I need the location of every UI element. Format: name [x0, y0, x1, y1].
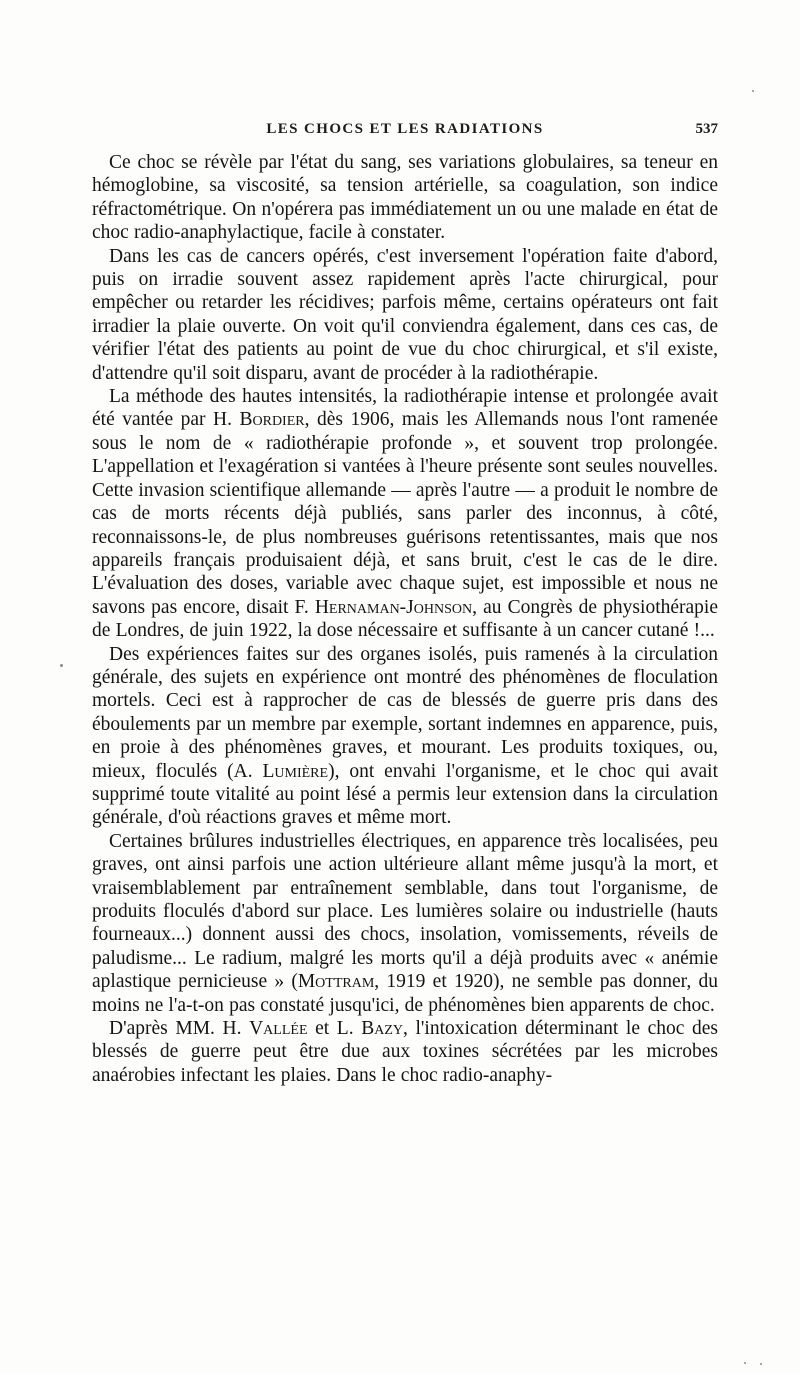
- author-name: Bazy: [361, 1018, 403, 1040]
- paragraph-operated-cancers: [92, 245, 718, 385]
- paragraph-high-intensity-method: [92, 385, 718, 642]
- paragraph-vallee-bazy: [92, 1017, 718, 1087]
- paragraph-industrial-burns: [92, 830, 718, 1017]
- running-head: [92, 121, 718, 143]
- paragraph-text: , dès 1906, mais les Allemands nous l'ont ramenée sous le nom de « radiothérapie profonde », et souvent trop prolongée. L'appellation et l'exagération si vantées à l'heure présente sont seules nouvelles. Cette invasion scientifique allemande — après l'autre — a produit le nombre de cas de morts récents déjà publiés, sans parler des inconnus, à côté, reconnaissons-le, de plus nombreuses guérisons retentissantes, mais que nos appareils français produisaient déjà, et sans bruit, c'est le cas de le dire. L'évaluation des doses, variable avec chaque sujet, est impossible et nous ne savons pas encore, disait F.: [92, 409, 718, 618]
- paragraph-text: Dans les cas de cancers opérés, c'est inversement l'opération faite d'abord, puis on irradie souvent assez rapidement après l'acte chirurgical, pour empêcher ou retarder les récidives; parfois même, certains opérateurs ont fait irradier la plaie ouverte. On voit qu'il conviendra également, dans ces cas, de vérifier l'état des patients au point de vue du choc chirurgical, et s'il existe, d'attendre qu'il soit disparu, avant de procéder à la radiothérapie.: [92, 245, 718, 384]
- paragraph-text: , l'intoxication déterminant le choc des blessés de guerre peut être due aux toxines sécrétées par les microbes anaérobies infectant les plaies. Dans le choc radio-anaphy-: [92, 1018, 719, 1086]
- paragraph-text: , 1919 et 1920), ne semble pas donner, du moins ne l'a-t-on pas constaté jusqu'ici, de phénomènes bien apparents de choc.: [92, 971, 718, 1016]
- paragraph-text: Des expériences faites sur des organes isolés, puis ramenés à la circulation générale, des sujets en expérience ont montré des phénomènes de floculation mortels. Ceci est à rapprocher de cas de blessés de guerre pris dans des éboulements par un membre par exemple, sortant indemnes en apparence, puis, en proie à des phénomènes graves, et mourant. Les produits toxiques, ou, mieux, floculés (A.: [92, 643, 718, 782]
- paragraph-text: ), ont envahi l'organisme, et le choc qui avait supprimé toute vitalité au point lésé a permis leur extension dans la circulation générale, d'où réactions graves et même mort.: [92, 760, 718, 829]
- paragraph-text: et L.: [307, 1018, 362, 1040]
- running-title: LES CHOCS ET LES RADIATIONS: [266, 121, 544, 137]
- body-text: [92, 151, 718, 1087]
- print-speck: [60, 664, 63, 667]
- paragraph-text: D'après MM. H.: [109, 1018, 250, 1040]
- paragraph-text: Ce choc se révèle par l'état du sang, ses variations globulaires, sa teneur en hémoglobine, sa viscosité, sa tension artérielle, sa coagulation, son indice réfractométrique. On n'opérera pas immédiatement un ou une malade en état de choc radio-anaphylactique, facile à constater.: [92, 152, 718, 244]
- paragraph-text: Certaines brûlures industrielles électriques, en apparence très localisées, peu graves, ont ainsi parfois une action ultérieure allant même jusqu'à la mort, et vraisemblablement par entraînement semblable, dans tout l'organisme, de produits floculés d'abord sur place. Les lumières solaire ou industrielle (hauts fourneaux...) donnent aussi des chocs, insolation, vomissements, réveils de paludisme... Le radium, malgré les morts qu'il a déjà produits avec « anémie aplastique pernicieuse » (: [92, 830, 718, 993]
- print-speck: [744, 1362, 746, 1364]
- print-speck: [760, 1363, 762, 1365]
- author-name: Hernaman-Johnson: [314, 596, 473, 618]
- author-name: Lumière: [262, 760, 329, 782]
- paragraph-text: , au Congrès de physiothérapie de Londres, de juin 1922, la dose nécessaire et suffisante à un cancer cutané !...: [92, 596, 718, 642]
- author-name: Mottram: [297, 971, 375, 993]
- author-name: Vallée: [249, 1018, 308, 1040]
- paragraph-text: La méthode des hautes intensités, la radiothérapie intense et prolongée avait été vantée par H.: [92, 386, 718, 431]
- author-name: Bordier: [239, 409, 305, 431]
- print-speck: [752, 90, 754, 92]
- paragraph-blood-state: [92, 151, 718, 245]
- page-number: 537: [695, 121, 718, 137]
- paragraph-isolated-organs: [92, 643, 718, 830]
